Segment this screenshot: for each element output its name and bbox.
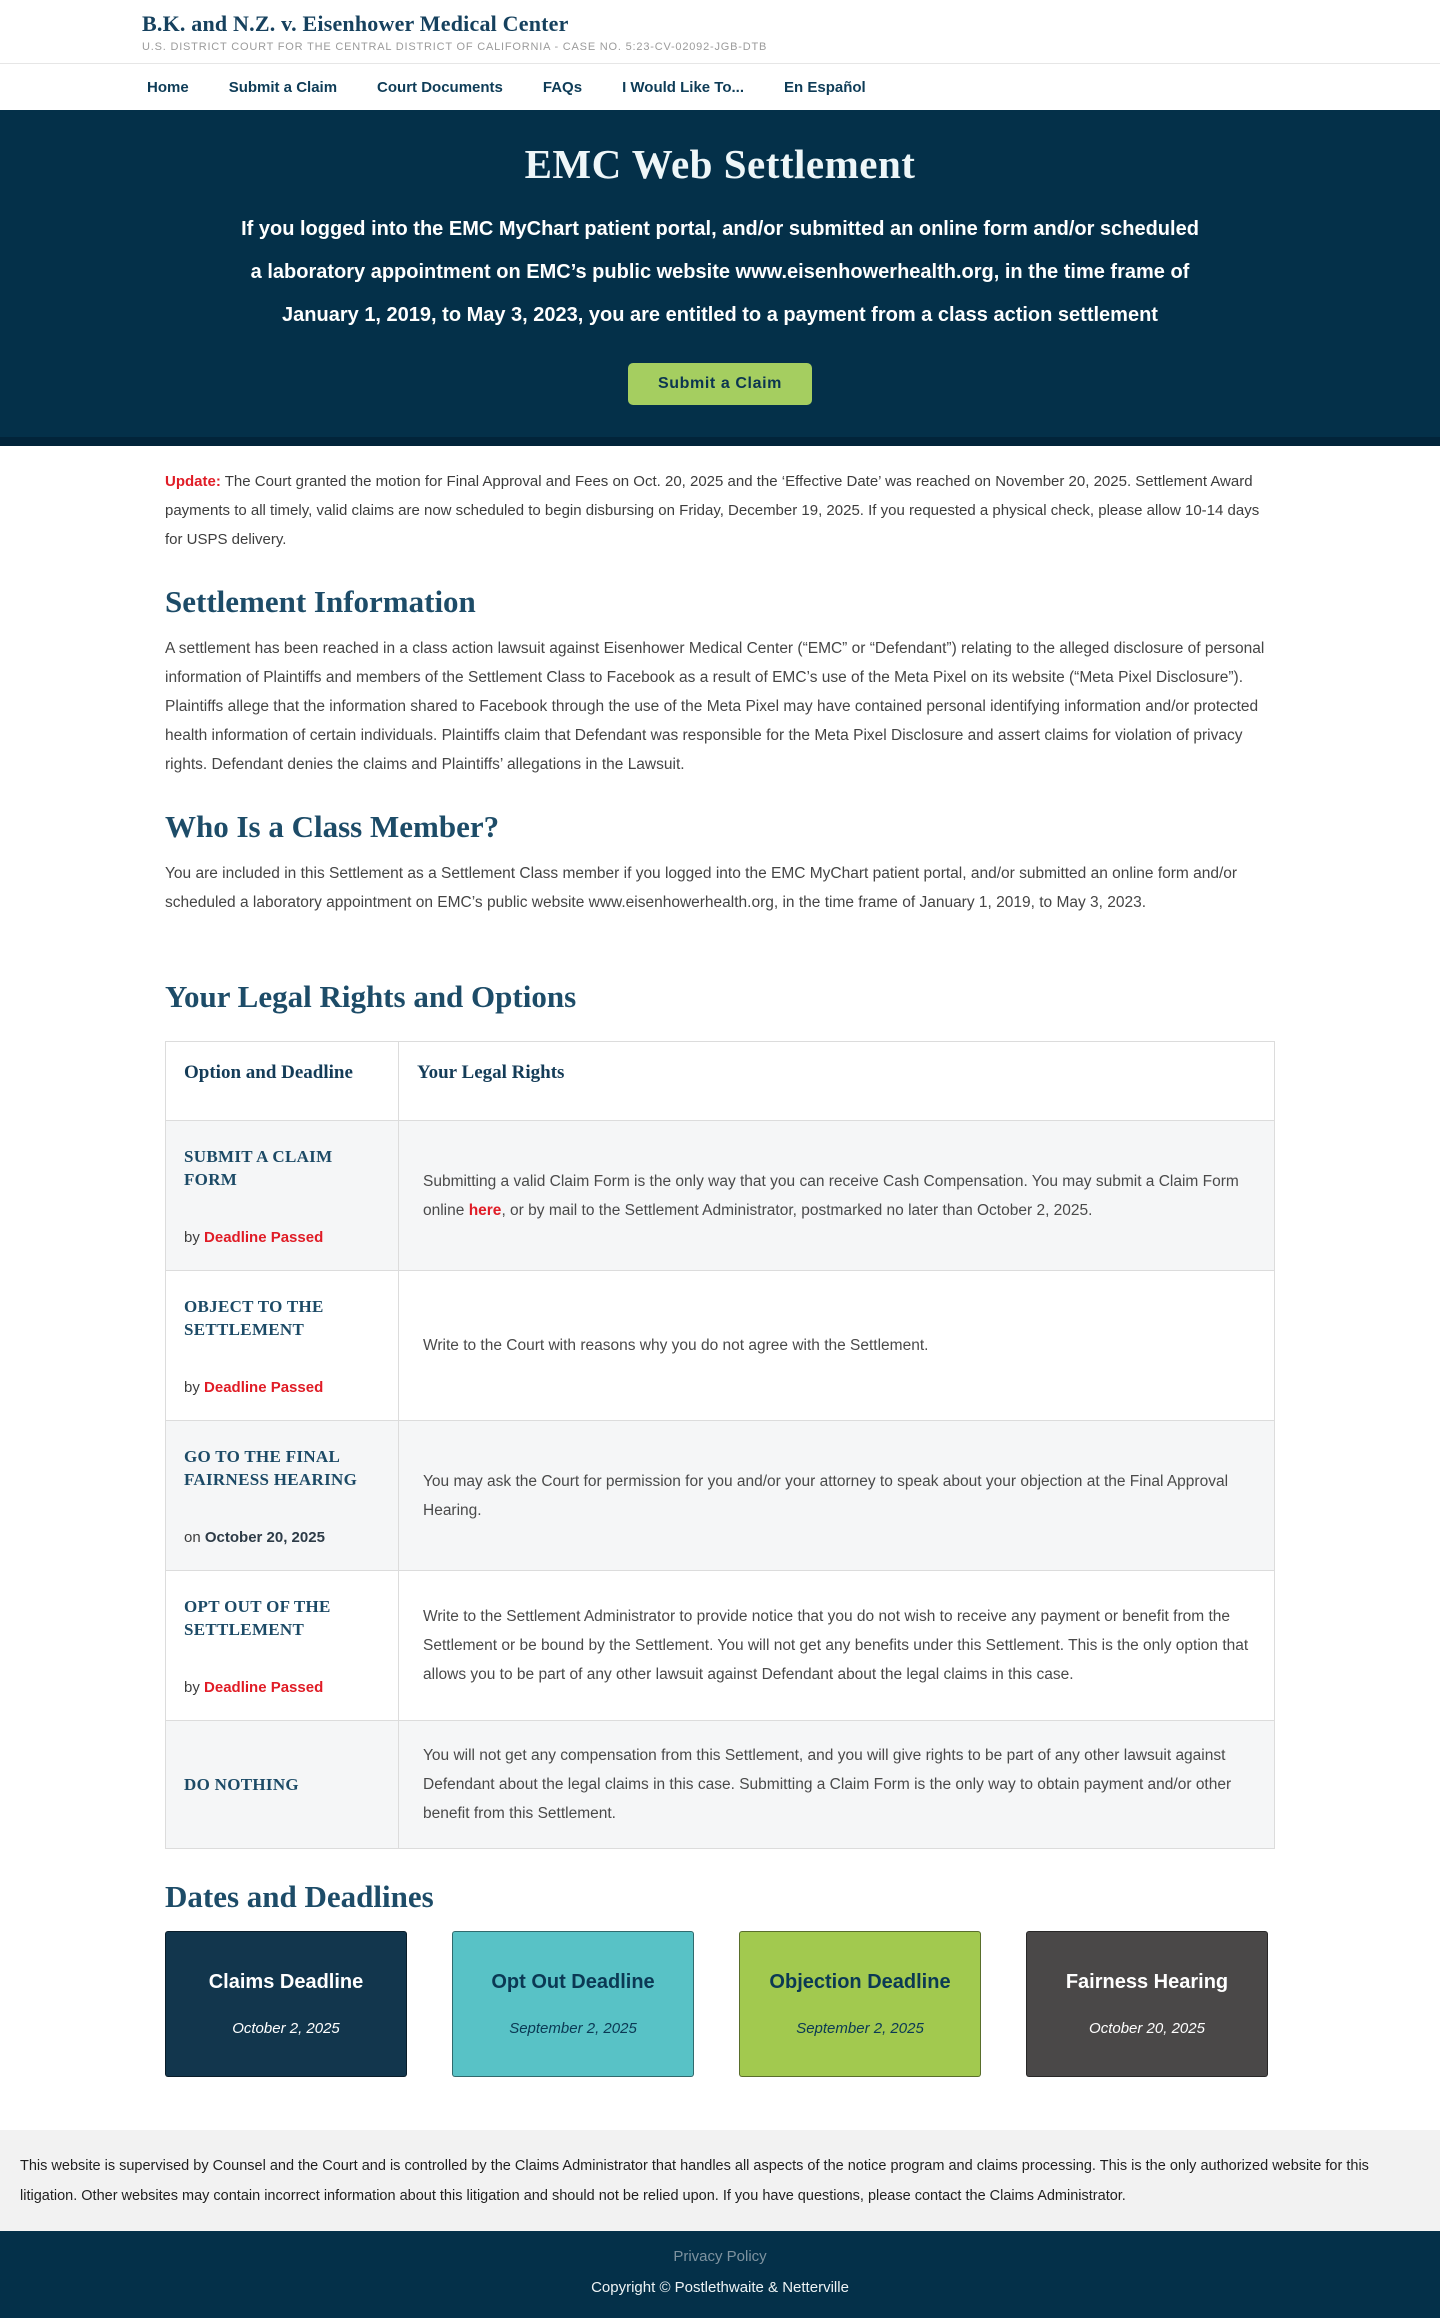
update-text: The Court granted the motion for Final Approval and Fees on Oct. 20, 2025 and the ‘Effective Date’ was reached on November 20, 2025. Settlement Award payments to all timely, valid claims are now scheduled to begin disbursing on Friday, December 19, 2025. If you requested a physical check, please allow 10-14 days for USPS delivery. bbox=[165, 473, 1260, 548]
objection-deadline-card bbox=[739, 1931, 981, 2077]
option-deadline: by Deadline Passed bbox=[184, 1379, 324, 1396]
nav-item-en-espanol[interactable]: En Español bbox=[784, 78, 866, 96]
table-row-do-nothing bbox=[166, 1721, 1275, 1849]
deadline-status: Deadline Passed bbox=[204, 1679, 324, 1696]
option-title: DO NOTHING bbox=[184, 1775, 299, 1794]
update-label: Update: bbox=[165, 473, 221, 490]
class-member-paragraph: You are included in this Settlement as a Settlement Class member if you logged into the EMC MyChart patient portal, and/or submitted an online form and/or scheduled a laboratory appointment on EMC’s public website www.eisenhowerhealth.org, in the time frame of January 1, 2019, to May 3, 2023. bbox=[165, 865, 1238, 911]
main-nav bbox=[0, 63, 1440, 110]
card-title: Objection Deadline bbox=[769, 1971, 951, 1993]
settlement-info-heading: Settlement Information bbox=[165, 584, 476, 619]
privacy-policy-link[interactable]: Privacy Policy bbox=[673, 2248, 767, 2265]
card-date: October 20, 2025 bbox=[1089, 2020, 1205, 2037]
rights-table-header-row bbox=[166, 1042, 1275, 1121]
option-title: SUBMIT A CLAIM FORM bbox=[184, 1147, 333, 1189]
rights-table-header-option: Option and Deadline bbox=[166, 1042, 399, 1121]
class-member-heading: Who Is a Class Member? bbox=[165, 809, 500, 844]
copyright: Copyright © Postlethwaite & Netterville bbox=[591, 2279, 849, 2296]
option-deadline: on October 20, 2025 bbox=[184, 1529, 325, 1546]
opt-out-deadline-card bbox=[452, 1931, 694, 2077]
settlement-info-paragraph: A settlement has been reached in a class action lawsuit against Eisenhower Medical Center (“EMC” or “Defendant”) relating to the alleged disclosure of personal information of Plaintiffs and members of the Settlement Class to Facebook as a result of EMC’s use of the Meta Pixel on its website (“Meta Pixel Disclosure”). Plaintiffs allege that the information shared to Facebook through the use of the Meta Pixel may have contained personal identifying information and/or protected health information of certain individuals. Plaintiffs claim that Defendant was responsible for the Meta Pixel Disclosure and assert claims for violation of privacy rights. Defendant denies the claims and Plaintiffs’ allegations in the Lawsuit. bbox=[165, 640, 1265, 773]
submit-claim-button[interactable]: Submit a Claim bbox=[628, 363, 812, 405]
card-date: October 2, 2025 bbox=[232, 2020, 340, 2037]
update-notice bbox=[165, 467, 1275, 554]
rights-text: Write to the Court with reasons why you do not agree with the Settlement. bbox=[399, 1271, 1275, 1421]
nav-item-submit-a-claim[interactable]: Submit a Claim bbox=[228, 78, 338, 96]
table-row-fairness-hearing bbox=[166, 1421, 1275, 1571]
nav-item-home[interactable]: Home bbox=[147, 78, 189, 96]
nav-item-i-would-like-to[interactable]: I Would Like To... bbox=[622, 78, 745, 96]
table-row-object bbox=[166, 1271, 1275, 1421]
rights-table-header-rights: Your Legal Rights bbox=[399, 1042, 1275, 1121]
fairness-hearing-card bbox=[1026, 1931, 1268, 2077]
card-date: September 2, 2025 bbox=[509, 2020, 637, 2037]
option-title: GO TO THE FINAL FAIRNESS HEARING bbox=[184, 1447, 358, 1489]
rights-text: You will not get any compensation from this Settlement, and you will give rights to be part of any other lawsuit against Defendant about the legal claims in this case. Submitting a Claim Form is the only way to obtain payment and/or other benefit from this Settlement. bbox=[399, 1721, 1275, 1849]
disclaimer-band bbox=[0, 2130, 1440, 2231]
card-date: September 2, 2025 bbox=[796, 2020, 924, 2037]
dates-deadlines-heading: Dates and Deadlines bbox=[165, 1879, 434, 1914]
deadline-date: October 20, 2025 bbox=[204, 1529, 325, 1546]
card-title: Opt Out Deadline bbox=[491, 1971, 655, 1993]
deadline-cards bbox=[165, 1931, 1275, 2077]
case-title: B.K. and N.Z. v. Eisenhower Medical Center bbox=[142, 11, 569, 36]
rights-table bbox=[165, 1041, 1275, 1849]
main-content bbox=[165, 467, 1275, 2077]
nav-item-faqs[interactable]: FAQs bbox=[542, 78, 583, 96]
table-row-submit-claim bbox=[166, 1121, 1275, 1271]
hero-title: EMC Web Settlement bbox=[524, 141, 916, 187]
legal-rights-heading: Your Legal Rights and Options bbox=[165, 979, 577, 1014]
deadline-status: Deadline Passed bbox=[204, 1379, 324, 1396]
hero-banner bbox=[0, 110, 1440, 446]
table-row-opt-out bbox=[166, 1571, 1275, 1721]
rights-text: , or by mail to the Settlement Administrator, postmarked no later than October 2, 2025. bbox=[501, 1201, 1093, 1219]
rights-text: Write to the Settlement Administrator to provide notice that you do not wish to receive any payment or benefit from the Settlement or be bound by the Settlement. You will not get any benefits under this Settlement. This is the only option that allows you to be part of any other lawsuit against Defendant about the legal claims in this case. bbox=[399, 1571, 1275, 1721]
deadline-status: Deadline Passed bbox=[204, 1229, 324, 1246]
site-footer bbox=[0, 2231, 1440, 2318]
claim-form-here-link[interactable]: here bbox=[468, 1201, 502, 1219]
case-subtitle: U.S. DISTRICT COURT FOR THE CENTRAL DISTRICT OF CALIFORNIA - CASE NO. 5:23-CV-02092-JGB-DTB bbox=[142, 41, 768, 53]
claims-deadline-card bbox=[165, 1931, 407, 2077]
card-title: Fairness Hearing bbox=[1065, 1971, 1229, 1993]
disclaimer-text: This website is supervised by Counsel and the Court and is controlled by the Claims Administrator that handles all aspects of the notice program and claims processing. This is the only authorized website for this litigation. Other websites may contain incorrect information about this litigation and should not be relied upon. If you have questions, please contact the Claims Administrator. bbox=[20, 2158, 1369, 2204]
card-title: Claims Deadline bbox=[208, 1971, 364, 1993]
rights-text: You may ask the Court for permission for you and/or your attorney to speak about your objection at the Final Approval Hearing. bbox=[399, 1421, 1275, 1571]
site-header bbox=[0, 0, 1440, 63]
option-deadline: by Deadline Passed bbox=[184, 1229, 324, 1246]
option-title: OPT OUT OF THE SETTLEMENT bbox=[184, 1597, 331, 1639]
hero-paragraph: If you logged into the EMC MyChart patient portal, and/or submitted an online form and/or scheduled a laboratory appointment on EMC’s public website www.eisenhowerhealth.org, in the time frame of January 1, 2019, to May 3, 2023, you are entitled to a payment from a class action settlement bbox=[241, 218, 1199, 326]
rights-text: Submitting a valid Claim Form is the only way that you can receive Cash Compensation. You may submit a Claim Form online bbox=[423, 1172, 1239, 1219]
option-deadline: by Deadline Passed bbox=[184, 1679, 324, 1696]
nav-item-court-documents[interactable]: Court Documents bbox=[377, 78, 503, 96]
option-title: OBJECT TO THE SETTLEMENT bbox=[184, 1297, 324, 1339]
